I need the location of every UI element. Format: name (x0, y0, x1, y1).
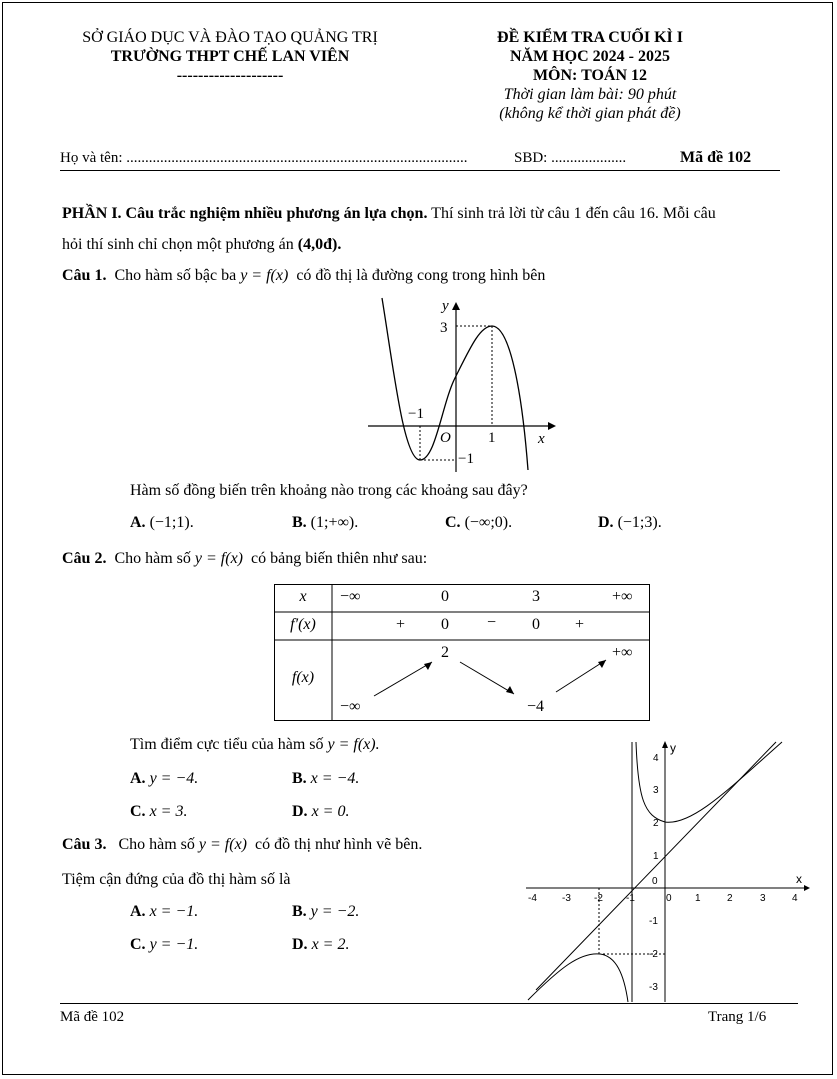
header-right (440, 28, 740, 123)
q2-f-end: +∞ (612, 644, 633, 661)
q1-xm1-label: −1 (408, 406, 424, 422)
q2-f-max: 2 (441, 644, 449, 661)
q3-tick-y-3: 3 (653, 785, 659, 796)
q2-option-a-label: A. (130, 770, 146, 787)
school-name: TRƯỜNG THPT CHẾ LAN VIÊN (110, 48, 350, 65)
q3-tick-x-m2: -2 (594, 893, 603, 904)
q1-y3-label: 3 (440, 320, 448, 336)
q2-f-start: −∞ (340, 698, 361, 715)
sbd-field: SBD: .................... (514, 150, 627, 166)
q2-x-value-2: 0 (441, 588, 449, 605)
q1-y-arrow (452, 302, 460, 310)
q1-option-b-label: B. (292, 514, 307, 531)
q3-tick-y-2: 2 (653, 818, 659, 829)
q3-tick-x-1: 1 (695, 893, 701, 904)
q3-text-a: Cho hàm số (118, 836, 199, 853)
q3-tick-x-m3: -3 (562, 893, 571, 904)
q1-option-b-value: (1;+∞). (310, 514, 359, 531)
q2-fp-sign-2: − (487, 614, 497, 631)
q2-variation-table (274, 584, 650, 721)
part1-line1 (62, 205, 802, 223)
q2-option-c-value: x = 3. (149, 803, 188, 820)
q3-option-b-label: B. (292, 903, 307, 920)
q1-prompt: Hàm số đồng biến trên khoảng nào trong các khoảng sau đây? (130, 482, 528, 499)
q3-option-b[interactable] (292, 903, 359, 921)
q2-option-c[interactable] (130, 803, 187, 821)
q2-option-a[interactable] (130, 770, 198, 788)
q2-fp-sign-3: + (575, 616, 585, 633)
duration-note: (không kể thời gian phát đề) (499, 105, 681, 122)
q2-f-header: f(x) (291, 669, 315, 686)
q2-text-b: có bảng biến thiên như sau: (251, 550, 428, 567)
exam-duration: Thời gian làm bài: 90 phút (503, 86, 677, 103)
q1-x-label: x (538, 431, 545, 447)
q1-option-c[interactable] (445, 514, 512, 532)
q1-option-a-value: (−1;1). (149, 514, 194, 531)
exam-title: ĐỀ KIỂM TRA CUỐI KÌ I (497, 29, 683, 46)
q1-text-b: có đồ thị là đường cong trong hình bên (296, 267, 546, 284)
q1-func: y = f(x) (240, 267, 289, 284)
header-dashes: -------------------- (176, 67, 284, 84)
footer-rule (60, 1003, 798, 1004)
q2-option-c-label: C. (130, 803, 146, 820)
q2-x-value-1: −∞ (340, 588, 361, 605)
q3-tick-y-m1: -1 (649, 916, 658, 927)
part1-title: PHẦN I. Câu trắc nghiệm nhiều phương án lựa chọn. (62, 205, 428, 222)
part1-line2 (62, 236, 341, 254)
q2-stem (62, 550, 427, 568)
q2-option-b[interactable] (292, 770, 359, 788)
q2-option-b-label: B. (292, 770, 307, 787)
q1-option-c-value: (−∞;0). (464, 514, 513, 531)
part1-desc1: Thí sinh trả lời từ câu 1 đến câu 16. Mỗi câu (427, 205, 716, 222)
q2-x-header: x (299, 588, 307, 605)
q3-origin-label: 0 (652, 876, 658, 887)
q3-tick-y-1: 1 (653, 851, 659, 862)
q2-label: Câu 2. (62, 550, 107, 567)
q3-prompt: Tiệm cận đứng của đồ thị hàm số là (62, 871, 291, 888)
q3-tick-x-m1: -1 (626, 893, 635, 904)
q3-y-arrow (662, 741, 668, 748)
q2-x-value-3: 3 (532, 588, 540, 605)
q2-option-b-value: x = −4. (310, 770, 360, 787)
q2-text-a: Cho hàm số (114, 550, 195, 567)
subject: MÔN: TOÁN 12 (532, 67, 648, 84)
school-year: NĂM HỌC 2024 - 2025 (510, 48, 670, 65)
q1-option-d-label: D. (598, 514, 614, 531)
header-left (40, 28, 420, 85)
part1-desc2: hỏi thí sinh chỉ chọn một phương án (62, 236, 298, 253)
q2-arrow-down (460, 662, 514, 694)
q2-fp-zero-2: 0 (532, 616, 540, 633)
q3-tick-x-4: 4 (792, 893, 798, 904)
q3-y-label: y (670, 741, 676, 755)
exam-code: Mã đề 102 (680, 149, 752, 166)
q3-option-c-value: y = −1. (149, 936, 199, 953)
q2-option-d-value: x = 0. (311, 803, 350, 820)
q2-prompt-func: y = f(x). (327, 736, 380, 753)
q2-x-value-4: +∞ (612, 588, 633, 605)
q3-option-d-value: x = 2. (311, 936, 350, 953)
q3-x-arrow (804, 885, 810, 891)
q2-fp-header: f′(x) (290, 616, 316, 633)
q2-func: y = f(x) (194, 550, 244, 567)
q2-f-min: −4 (527, 698, 545, 715)
q2-arrow-up-2 (556, 660, 606, 692)
q1-graph (360, 292, 560, 474)
q3-option-c-label: C. (130, 936, 146, 953)
q2-prompt (130, 736, 380, 754)
q1-cubic-curve (382, 298, 528, 470)
q2-fp-zero-1: 0 (441, 616, 449, 633)
q3-option-d[interactable] (292, 936, 349, 954)
q3-tick-x-0: 0 (666, 893, 672, 904)
q3-tick-y-4: 4 (653, 753, 659, 764)
q1-option-b[interactable] (292, 514, 358, 532)
q2-prompt-text: Tìm điểm cực tiểu của hàm số (130, 736, 328, 753)
q3-func: y = f(x) (198, 836, 248, 853)
q2-fp-sign-1: + (396, 616, 406, 633)
q2-option-a-value: y = −4. (149, 770, 199, 787)
info-underline (60, 170, 780, 171)
q1-text-a: Cho hàm số bậc ba (114, 267, 241, 284)
q1-option-a[interactable] (130, 514, 194, 532)
q3-stem (62, 836, 422, 854)
q1-option-d[interactable] (598, 514, 662, 532)
q3-x-label: x (796, 872, 802, 886)
q3-tick-x-m4: -4 (528, 893, 537, 904)
q3-option-a-value: x = −1. (149, 903, 199, 920)
q3-label: Câu 3. (62, 836, 107, 853)
q3-option-a-label: A. (130, 903, 146, 920)
q3-option-b-value: y = −2. (310, 903, 360, 920)
q2-arrow-up-1 (374, 662, 432, 696)
department-name: SỞ GIÁO DỤC VÀ ĐÀO TẠO QUẢNG TRỊ (82, 29, 378, 46)
q2-option-d[interactable] (292, 803, 349, 821)
footer-page: Trang 1/6 (708, 1009, 767, 1025)
q3-text-b: có đồ thị như hình vẽ bên. (255, 836, 423, 853)
q1-y-label: y (442, 298, 449, 314)
q2-option-d-label: D. (292, 803, 308, 820)
q3-option-c[interactable] (130, 936, 198, 954)
q1-label: Câu 1. (62, 267, 107, 284)
footer-code: Mã đề 102 (60, 1009, 125, 1025)
q1-option-d-value: (−1;3). (617, 514, 662, 531)
q1-stem (62, 267, 545, 285)
q3-lower-branch (528, 954, 628, 1002)
q1-option-c-label: C. (445, 514, 461, 531)
q3-tick-x-2: 2 (727, 893, 733, 904)
q1-x-arrow (548, 422, 556, 430)
q1-x1-label: 1 (488, 430, 496, 446)
q3-tick-y-m2: -2 (649, 949, 658, 960)
q3-tick-x-3: 3 (760, 893, 766, 904)
q3-graph (520, 738, 816, 1004)
q3-tick-y-m3: -3 (649, 982, 658, 993)
q3-option-a[interactable] (130, 903, 198, 921)
q1-origin-label: O (440, 430, 451, 446)
q3-option-d-label: D. (292, 936, 308, 953)
part1-points: (4,0đ). (297, 236, 342, 253)
student-name-field: Họ và tên: ........................................................................................... (60, 150, 468, 166)
q1-ym1-label: −1 (458, 451, 474, 467)
q1-option-a-label: A. (130, 514, 146, 531)
